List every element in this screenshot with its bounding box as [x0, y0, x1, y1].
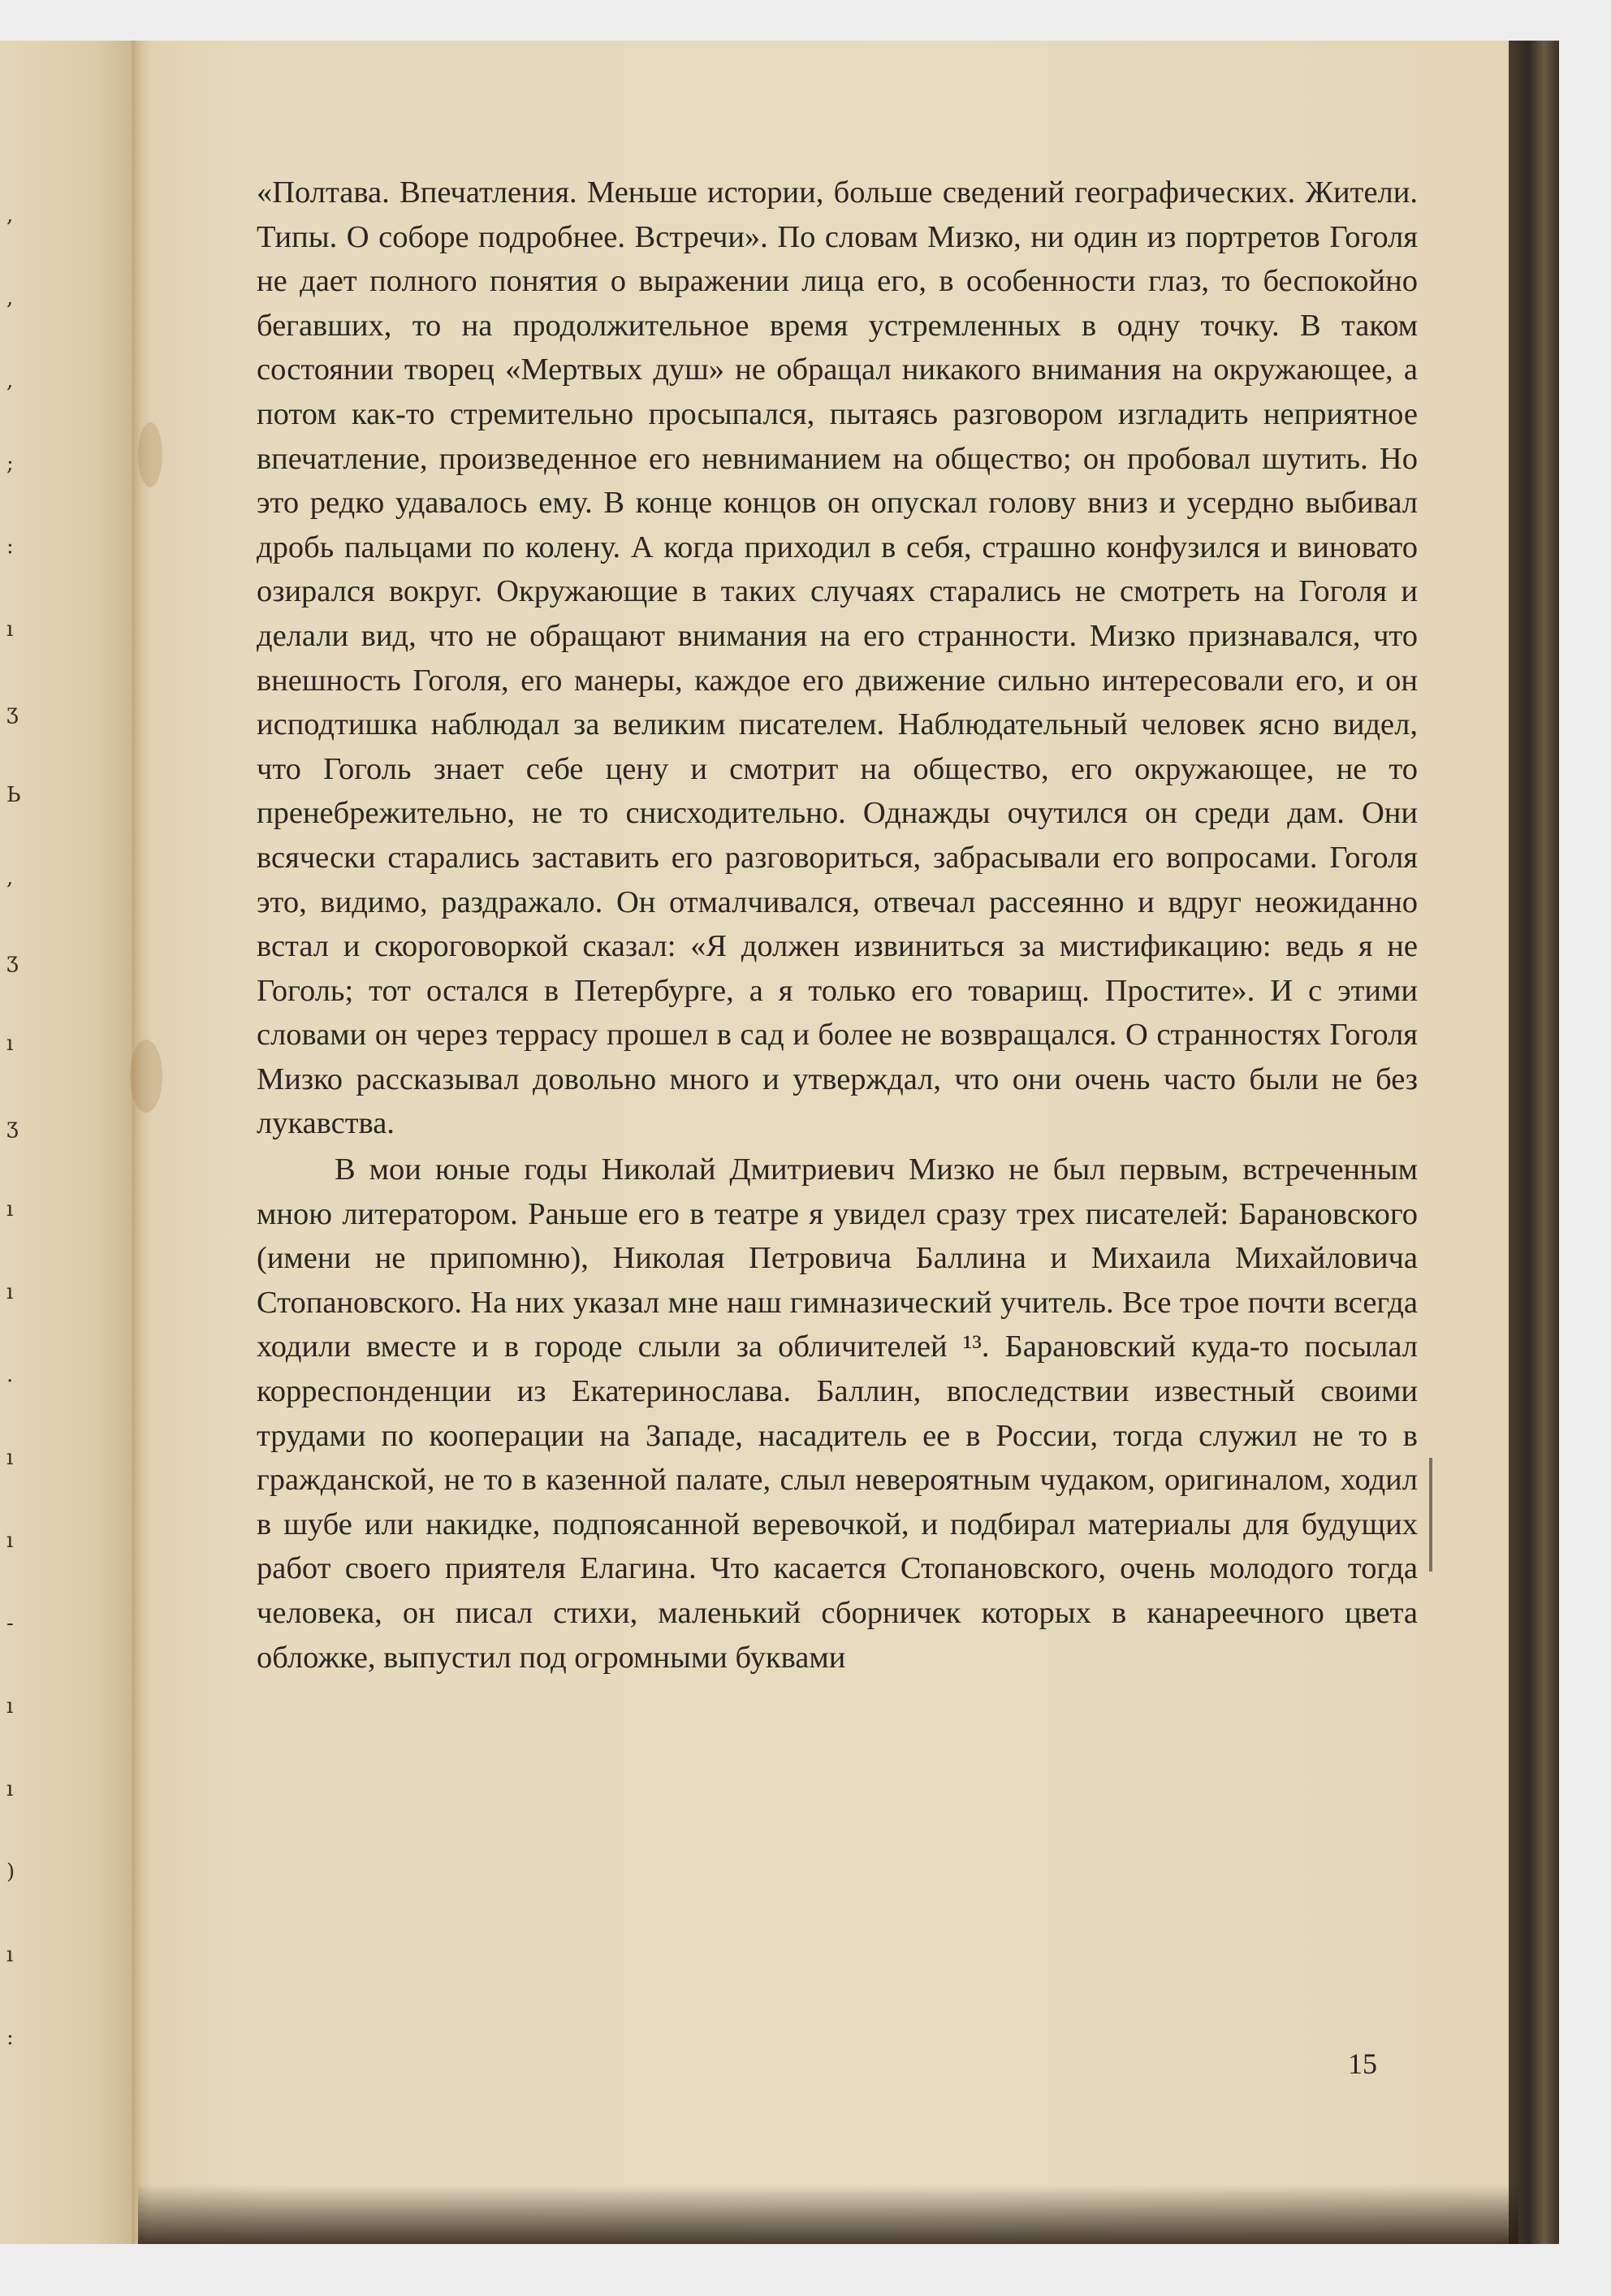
margin-mark: ,: [6, 369, 14, 393]
margin-mark: ʒ: [6, 700, 19, 724]
margin-mark: Ь: [6, 783, 21, 807]
margin-mark: ʒ: [6, 949, 19, 973]
margin-mark: ı: [6, 1280, 14, 1304]
page-number: 15: [1348, 2047, 1377, 2080]
margin-mark: ı: [6, 1777, 14, 1801]
margin-mark: :: [6, 534, 14, 559]
paper-stain: [130, 1040, 162, 1113]
margin-mark: ,: [6, 286, 14, 310]
page-body-text: [257, 171, 1418, 1680]
margin-mark: ): [6, 1860, 15, 1884]
margin-mark: :: [6, 2026, 14, 2050]
page-bottom-shadow: [138, 2185, 1518, 2244]
book-gutter: [132, 41, 153, 2244]
margin-bracket-mark: [1429, 1458, 1432, 1572]
margin-mark: ;: [6, 452, 14, 476]
margin-mark: .: [6, 1363, 14, 1387]
margin-mark: ,: [6, 866, 14, 890]
paragraph: «Полтава. Впечатления. Меньше истории, больше сведений географических. Жители. Типы. О соборе подробнее. Встречи». По словам Мизко, ни один из портретов Гоголя не дает полного понятия о выражении лица его, в особенности глаз, то беспокойно бегавших, то на продолжительное время устремленных в одну точку. В таком состоянии творец «Мертвых душ» не обращал никакого внимания на окружающее, а потом как-то стремительно просыпался, пытаясь разговором изгладить неприятное впечатление, произведенное его невниманием на общество; он пробовал шутить. Но это редко удавалось ему. В конце концов он опускал голову вниз и усердно выбивал дробь пальцами по колену. А когда приходил в себя, страшно конфузился и виновато озирался вокруг. Окружающие в таких случаях старались не смотреть на Гоголя и делали вид, что не обращают внимания на его странности. Мизко признавался, что внешность Гоголя, его манеры, каждое его движение сильно интересовали его, и он исподтишка наблюдал за великим писателем. Наблюдательный человек ясно видел, что Гоголь знает себе цену и смотрит на общество, его окружающее, не то пренебрежительно, не то снисходительно. Однажды очутился он среди дам. Они всячески старались заставить его разговориться, забрасывали его вопросами. Гоголя это, видимо, раздражало. Он отмалчивался, отвечал рассеянно и вдруг неожиданно встал и скороговоркой сказал: «Я должен извиниться за мистификацию: ведь я не Гоголь; тот остался в Петербурге, а я только его товарищ. Простите». И с этими словами он через террасу прошел в сад и более не возвращался. О странностях Гоголя Мизко рассказывал довольно много и утверждал, что они очень часто были не без лукавства.: [257, 175, 1418, 1141]
left-page-remnant: [0, 41, 138, 2244]
paragraph: В мои юные годы Николай Дмитриевич Мизко не был первым, встреченным мною литератором. Раньше его в театре я увидел сразу трех писателей: Барановского (имени не припомню), Николая Петровича Баллина и Михаила Михайловича Стопановского. На них указал мне наш гимназический учитель. Все трое почти всегда ходили вместе и в городе слыли за обличителей ¹³. Барановский куда-то посылал корреспонденции из Екатеринослава. Баллин, впоследствии известный своими трудами по кооперации на Западе, насадитель ее в России, тогда служил не то в гражданской, не то в казенной палате, слыл невероятным чудаком, оригиналом, ходил в шубе или накидке, подпоясанной веревочкой, и подбирал материалы для будущих работ своего приятеля Елагина. Что касается Стопановского, очень молодого тогда человека, он писал стихи, маленький сборничек которых в канареечного цвета обложке, выпустил под огромными буквами: [257, 1152, 1418, 1675]
margin-mark: ,: [6, 203, 14, 227]
margin-mark: ı: [6, 1694, 14, 1719]
margin-mark: ı: [6, 1943, 14, 1967]
margin-mark: ı: [6, 1446, 14, 1470]
margin-mark: ı: [6, 1197, 14, 1222]
book-edge: [1509, 41, 1559, 2244]
margin-mark: -: [6, 1611, 14, 1636]
paper-stain: [138, 422, 162, 487]
margin-mark: ı: [6, 617, 14, 642]
margin-mark: ı: [6, 1529, 14, 1553]
margin-mark: ʒ: [6, 1114, 19, 1139]
margin-mark: ı: [6, 1031, 14, 1056]
scanned-spread: [0, 41, 1559, 2244]
